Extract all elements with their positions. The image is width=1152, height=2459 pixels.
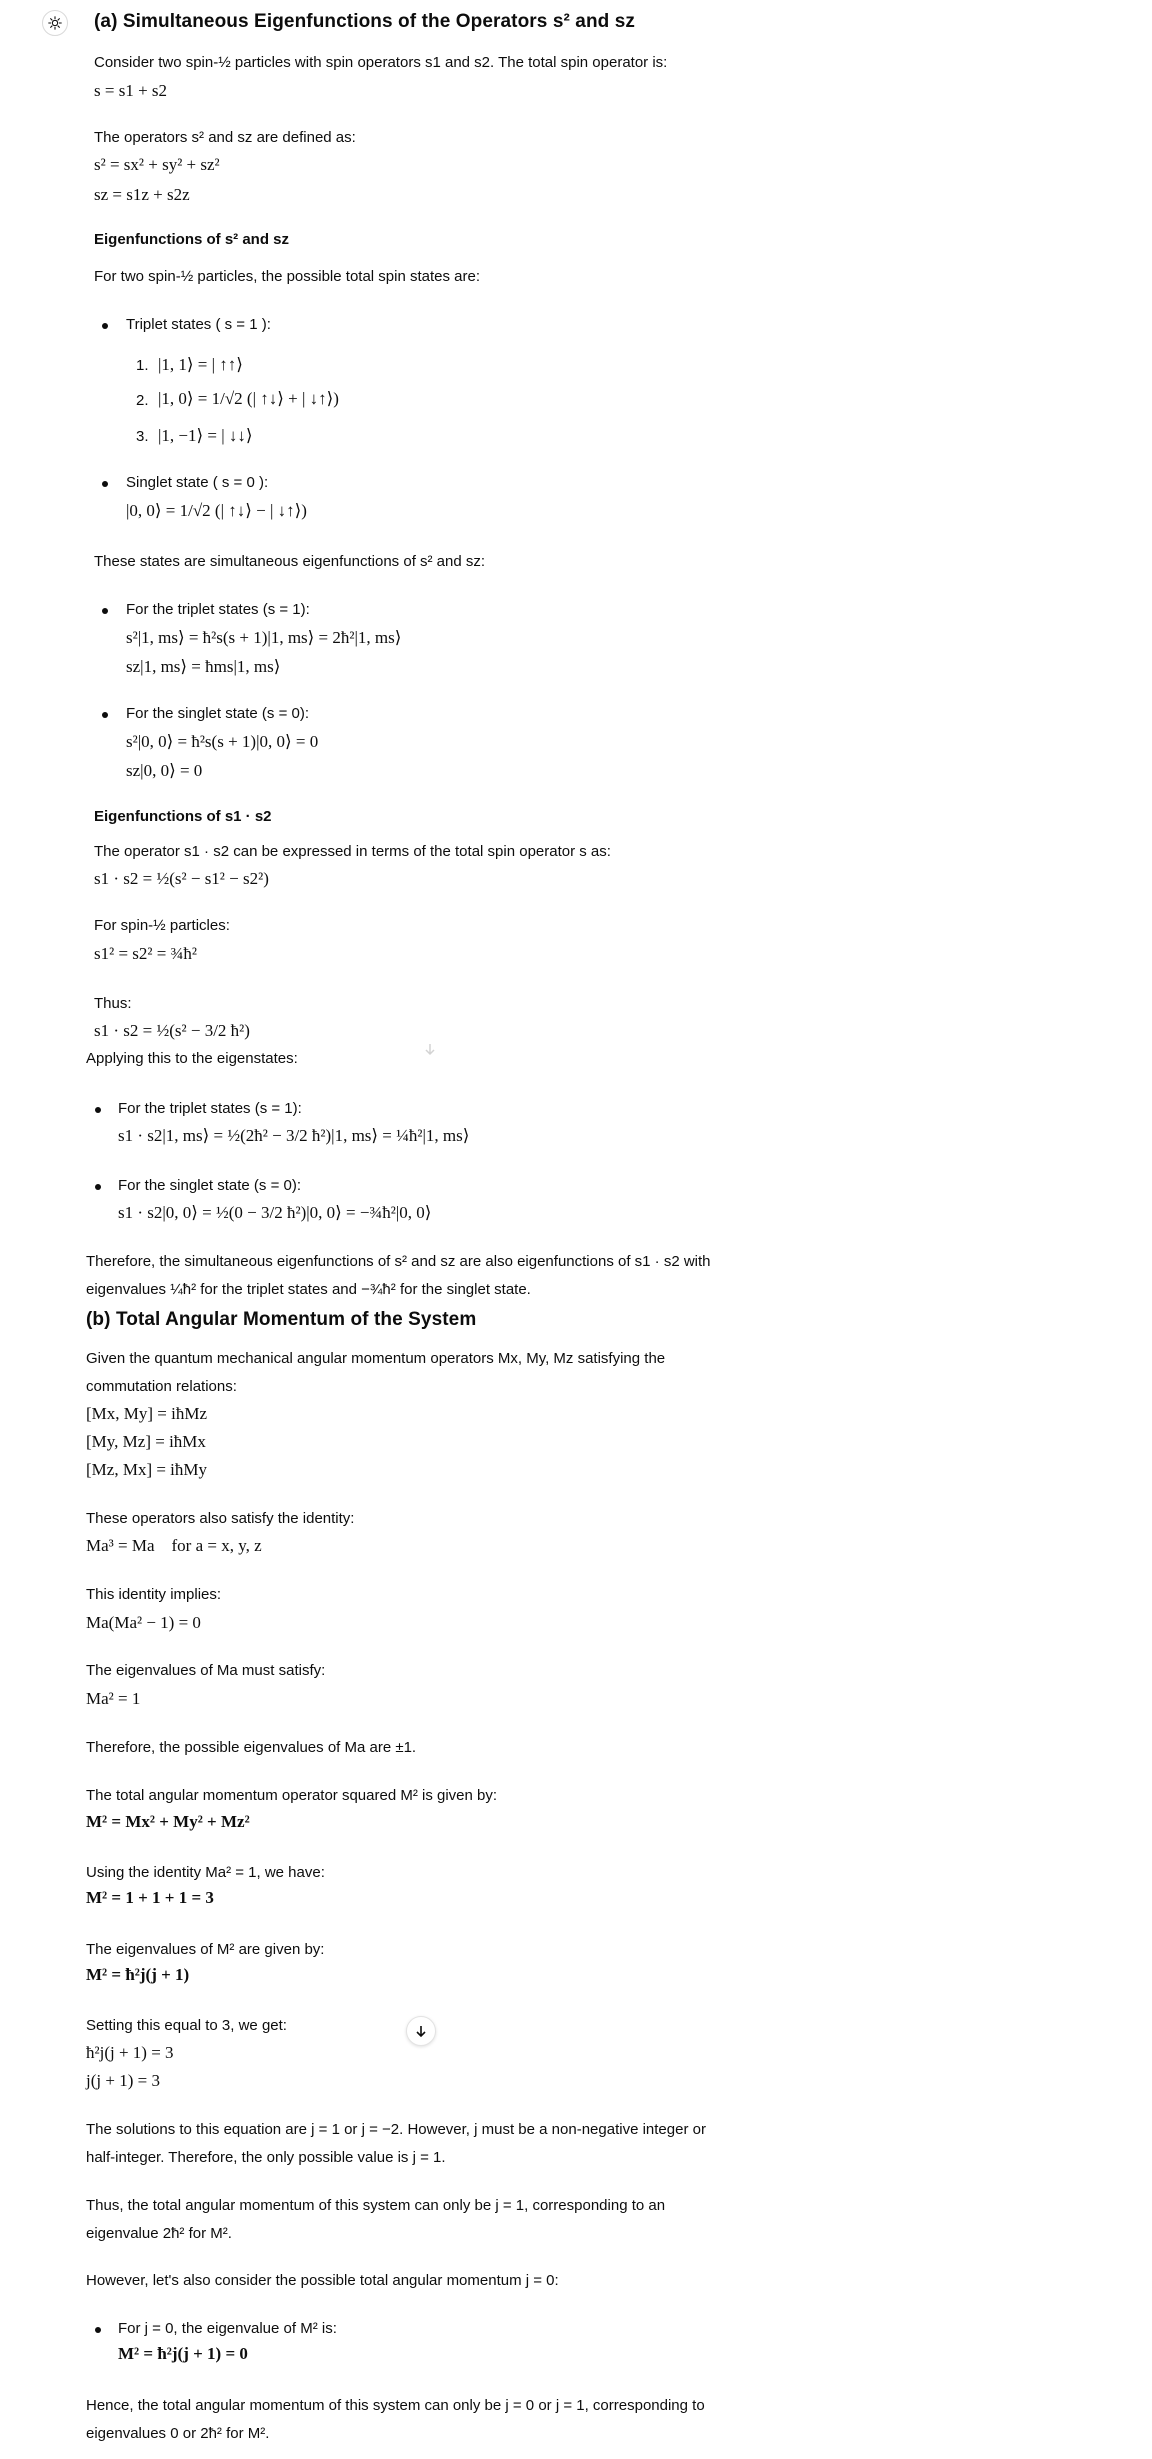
paragraph-solutions-line2: half-integer. Therefore, the only possible value is j = 1. — [86, 2149, 446, 2166]
equation-singlet-dot: s1 · s2|0, 0⟩ = ½(0 − 3/2 ħ²)|0, 0⟩ = −¾ħ²|0, 0⟩ — [118, 1203, 432, 1222]
bullet — [95, 1184, 101, 1190]
paragraph-eigenvalues-M2: The eigenvalues of M² are given by: — [86, 1941, 325, 1958]
paragraph-identity: These operators also satisfy the identity: — [86, 1510, 355, 1527]
openai-logo-icon — [42, 10, 68, 36]
bullet — [95, 2327, 101, 2333]
section-b-title: (b) Total Angular Momentum of the System — [86, 1309, 477, 1330]
equation-identity: Ma³ = Ma for a = x, y, z — [86, 1536, 262, 1555]
equation-setting-1: ħ²j(j + 1) = 3 — [86, 2043, 174, 2062]
label-triplet-dot: For the triplet states (s = 1): — [118, 1100, 302, 1117]
equation-s-squared: s² = sx² + sy² + sz² — [94, 155, 220, 174]
paragraph-possible-eigenvalues: Therefore, the possible eigenvalues of Ma are ±1. — [86, 1739, 417, 1756]
equation-thus: s1 · s2 = ½(s² − 3/2 ħ²) — [94, 1021, 250, 1040]
arrow-down-icon — [414, 2024, 428, 2038]
list-number: 3. — [136, 428, 149, 445]
paragraph-thus-line2: eigenvalue 2ħ² for M². — [86, 2225, 232, 2242]
label-singlet-state: Singlet state ( s = 0 ): — [126, 474, 269, 491]
equation-commutator-1: [Mx, My] = iħMz — [86, 1404, 208, 1423]
heading-eigenfunctions-dot: Eigenfunctions of s1 · s2 — [94, 808, 272, 825]
paragraph-solutions-line1: The solutions to this equation are j = 1 or j = −2. However, j must be a non-negative integer or — [86, 2121, 706, 2138]
equation-total-spin: s = s1 + s2 — [94, 81, 168, 100]
paragraph-conclusion-line2: eigenvalues ¼ħ² for the triplet states and −¾ħ² for the singlet state. — [86, 1281, 531, 1298]
paragraph-conclusion-line1: Therefore, the simultaneous eigenfunctions of s² and sz are also eigenfunctions of s1 · s2 with — [86, 1253, 711, 1270]
section-a-title: (a) Simultaneous Eigenfunctions of the Operators s² and sz — [94, 11, 636, 32]
equation-sz: sz = s1z + s2z — [94, 185, 190, 204]
paragraph-hence-line1: Hence, the total angular momentum of this system can only be j = 0 or j = 1, corresponding to — [86, 2397, 705, 2414]
scroll-down-button-ghost — [416, 1035, 444, 1063]
equation-implies: Ma(Ma² − 1) = 0 — [86, 1613, 201, 1632]
paragraph-spin-half: For spin-½ particles: — [94, 917, 230, 934]
paragraph-operators-defined: The operators s² and sz are defined as: — [94, 129, 356, 146]
equation-j0: M² = ħ²j(j + 1) = 0 — [118, 2344, 248, 2363]
equation-commutator-2: [My, Mz] = iħMx — [86, 1432, 206, 1451]
list-number: 2. — [136, 392, 149, 409]
equation-triplet-2: |1, 0⟩ = 1/√2 (| ↑↓⟩ + | ↓↑⟩) — [158, 389, 339, 408]
equation-total-operator: M² = Mx² + My² + Mz² — [86, 1812, 250, 1831]
equation-eigenvalues: Ma² = 1 — [86, 1689, 141, 1708]
equation-triplet-sz: sz|1, ms⟩ = ħms|1, ms⟩ — [126, 657, 281, 676]
paragraph-hence-line2: eigenvalues 0 or 2ħ² for M². — [86, 2425, 270, 2442]
paragraph-simultaneous: These states are simultaneous eigenfunctions of s² and sz: — [94, 553, 486, 570]
bullet — [102, 481, 108, 487]
paragraph-given-line2: commutation relations: — [86, 1378, 237, 1395]
paragraph-thus: Thus: — [94, 995, 132, 1012]
paragraph-total-operator: The total angular momentum operator squared M² is given by: — [86, 1787, 498, 1804]
label-triplet-eig: For the triplet states (s = 1): — [126, 601, 310, 618]
equation-using-identity: M² = 1 + 1 + 1 = 3 — [86, 1888, 214, 1907]
paragraph-given-line1: Given the quantum mechanical angular momentum operators Mx, My, Mz satisfying the — [86, 1350, 666, 1367]
equation-eigenvalues-M2: M² = ħ²j(j + 1) — [86, 1965, 190, 1984]
paragraph-implies: This identity implies: — [86, 1586, 222, 1603]
paragraph-however: However, let's also consider the possible total angular momentum j = 0: — [86, 2272, 559, 2289]
scroll-to-bottom-button[interactable] — [406, 2016, 436, 2046]
label-triplet-states: Triplet states ( s = 1 ): — [126, 316, 271, 333]
paragraph-possible-states: For two spin-½ particles, the possible total spin states are: — [94, 268, 481, 285]
paragraph-intro: Consider two spin-½ particles with spin operators s1 and s2. The total spin operator is: — [94, 54, 668, 71]
paragraph-dot-expression: The operator s1 · s2 can be expressed in terms of the total spin operator s as: — [94, 843, 611, 860]
equation-singlet-sz: sz|0, 0⟩ = 0 — [126, 761, 203, 780]
bullet — [102, 323, 108, 329]
arrow-down-icon — [423, 1042, 437, 1056]
equation-commutator-3: [Mz, Mx] = iħMy — [86, 1460, 208, 1479]
equation-singlet: |0, 0⟩ = 1/√2 (| ↑↓⟩ − | ↓↑⟩) — [126, 501, 307, 520]
label-singlet-dot: For the singlet state (s = 0): — [118, 1177, 301, 1194]
equation-spin-half: s1² = s2² = ¾ħ² — [94, 944, 197, 963]
label-singlet-eig: For the singlet state (s = 0): — [126, 705, 309, 722]
equation-dot: s1 · s2 = ½(s² − s1² − s2²) — [94, 869, 269, 888]
equation-setting-2: j(j + 1) = 3 — [86, 2071, 160, 2090]
label-j0: For j = 0, the eigenvalue of M² is: — [118, 2320, 337, 2337]
equation-triplet-3: |1, −1⟩ = | ↓↓⟩ — [158, 426, 253, 445]
bullet — [102, 712, 108, 718]
list-number: 1. — [136, 357, 149, 374]
paragraph-thus-line1: Thus, the total angular momentum of this system can only be j = 1, corresponding to an — [86, 2197, 666, 2214]
paragraph-using-identity: Using the identity Ma² = 1, we have: — [86, 1864, 325, 1881]
bullet — [102, 608, 108, 614]
heading-eigenfunctions-s2-sz: Eigenfunctions of s² and sz — [94, 231, 290, 248]
paragraph-applying: Applying this to the eigenstates: — [86, 1050, 298, 1067]
equation-triplet-1: |1, 1⟩ = | ↑↑⟩ — [158, 355, 243, 374]
bullet — [95, 1107, 101, 1113]
paragraph-setting: Setting this equal to 3, we get: — [86, 2017, 287, 2034]
equation-triplet-dot: s1 · s2|1, ms⟩ = ½(2ħ² − 3/2 ħ²)|1, ms⟩ = ¼ħ²|1, ms⟩ — [118, 1126, 470, 1145]
equation-singlet-s2: s²|0, 0⟩ = ħ²s(s + 1)|0, 0⟩ = 0 — [126, 732, 319, 751]
equation-triplet-s2: s²|1, ms⟩ = ħ²s(s + 1)|1, ms⟩ = 2ħ²|1, ms⟩ — [126, 628, 402, 647]
paragraph-eigenvalues: The eigenvalues of Ma must satisfy: — [86, 1662, 326, 1679]
